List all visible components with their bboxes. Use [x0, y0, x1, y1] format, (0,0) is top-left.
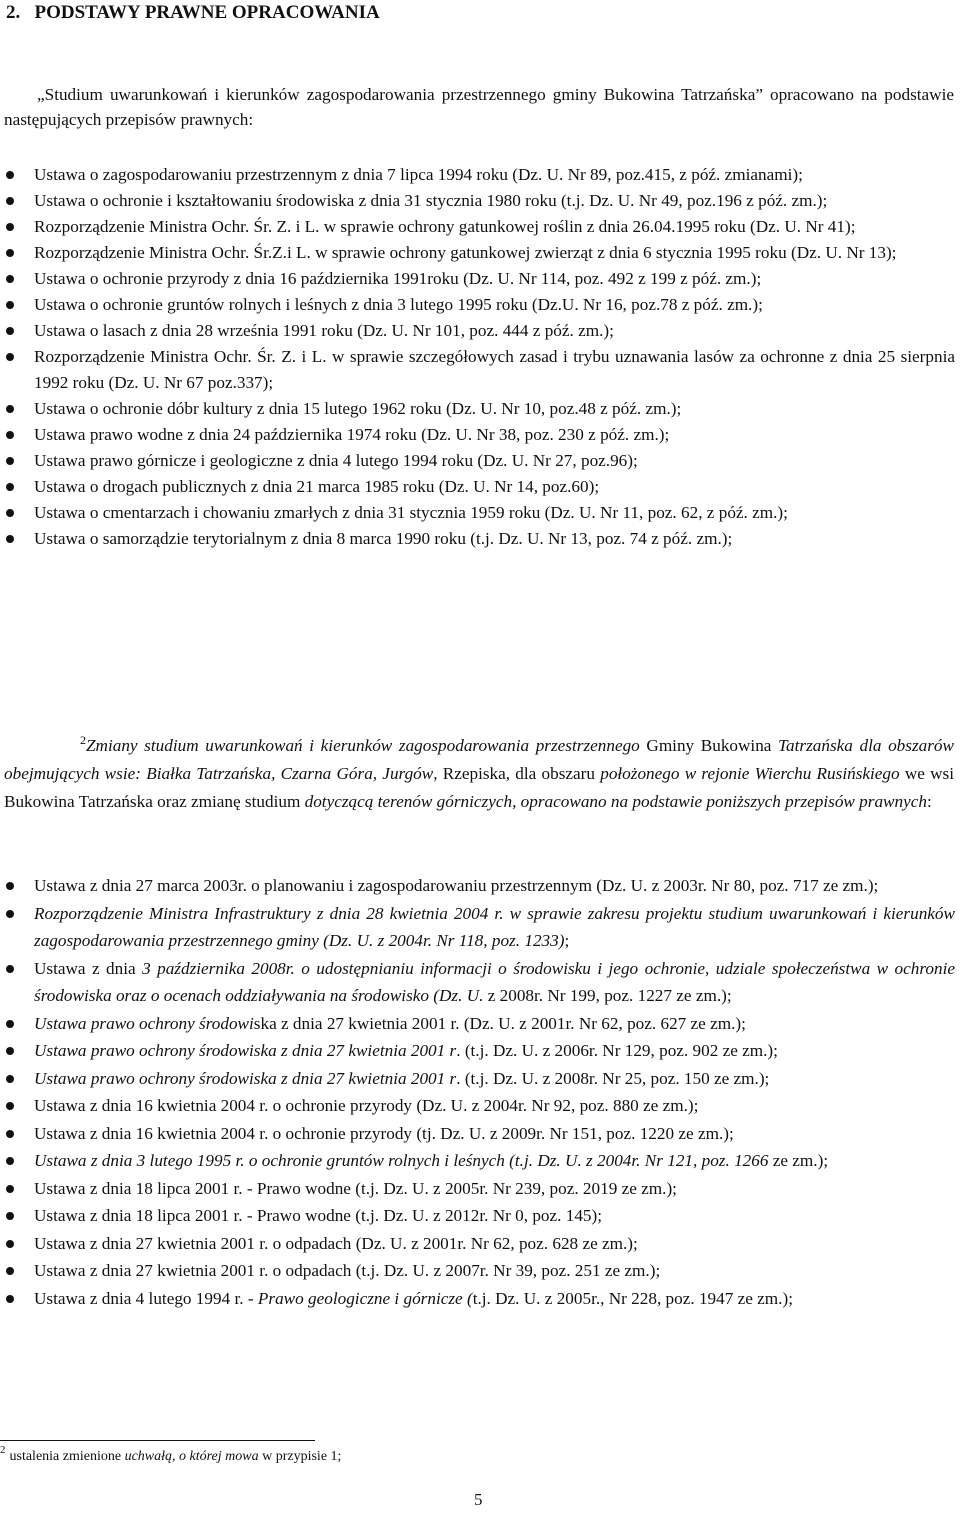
- list-item: [0, 344, 955, 396]
- section2-part2: Gminy Bukowina: [639, 736, 779, 755]
- bullet-icon: [6, 1130, 14, 1138]
- footnote-text2: uchwałą, o której mowa: [124, 1449, 259, 1464]
- list-item-text: Ustawa o ochronie dóbr kultury z dnia 15 lutego 1962 roku (Dz. U. Nr 10, poz.48 z póź. zm.);: [34, 399, 682, 418]
- list-item-text: Ustawa z dnia 16 kwietnia 2004 r. o ochronie przyrody (Dz. U. z 2004r. Nr 92, poz. 880 ze zm.);: [34, 1096, 699, 1115]
- bullet-icon: [6, 1185, 14, 1193]
- list-item: [0, 214, 955, 240]
- list-item-text: Ustawa z dnia 16 kwietnia 2004 r. o ochronie przyrody (tj. Dz. U. z 2009r. Nr 151, poz. 1220 ze zm.);: [34, 1123, 734, 1143]
- bullet-icon: [6, 457, 14, 465]
- list-item: [0, 1285, 955, 1313]
- list-item: [0, 900, 955, 955]
- list-item: [0, 526, 955, 552]
- bullet-icon: [6, 910, 14, 918]
- section-heading: 2. PODSTAWY PRAWNE OPRACOWANIA: [6, 2, 380, 23]
- bullet-icon: [6, 1240, 14, 1248]
- list-item: [0, 500, 955, 526]
- list-item: [0, 872, 955, 900]
- section2-part8: :: [926, 792, 932, 811]
- list-item: [0, 1092, 955, 1120]
- list-item: [0, 1065, 955, 1093]
- list-item-text: ska z dnia 27 kwietnia 2001 r. (Dz. U. z 2001r. Nr 62, poz. 627 ze zm.);: [253, 1013, 746, 1033]
- list-item-text: Rozporządzenie Ministra Ochr. Śr. Z. i L. w sprawie szczegółowych zasad i trybu uznawania lasów za ochronne z dnia 25 sierpnia 1992 roku (Dz. U. Nr 67 poz.337);: [34, 347, 955, 392]
- intro-paragraph: „Studium uwarunkowań i kierunków zagospodarowania przestrzennego gminy Bukowina Tatrzańska” opracowano na podstawie następujących przepisów prawnych:: [4, 85, 954, 129]
- list-item-text: Ustawa o lasach z dnia 28 września 1991 roku (Dz. U. Nr 101, poz. 444 z póź. zm.);: [34, 321, 614, 340]
- list-item-text: Ustawa prawo ochrony środowiska z dnia 27 kwietnia 2001 r: [34, 1068, 457, 1088]
- amendment-legal-basis-list: [0, 872, 955, 1312]
- list-item-text: 3 października 2008r. o udostępnianiu informacji o środowisku i jego ochronie, udziale społeczeństwa w ochronie środowiska oraz o ocenach oddziaływania na środowisko (Dz. U.: [34, 958, 955, 1005]
- list-item: [0, 448, 955, 474]
- list-item-text: Ustawa o cmentarzach i chowaniu zmarłych z dnia 31 stycznia 1959 roku (Dz. U. Nr 11, poz. 62, z póź. zm.);: [34, 503, 788, 522]
- list-item-text: Ustawa o ochronie przyrody z dnia 16 października 1991roku (Dz. U. Nr 114, poz. 492 z 199 z póź. zm.);: [34, 269, 762, 288]
- footnote-text1: ustalenia zmienione: [9, 1449, 125, 1464]
- list-item: [0, 162, 955, 188]
- list-item: [0, 474, 955, 500]
- section2-paragraph: [4, 732, 954, 816]
- list-item-text: Rozporządzenie Ministra Ochr. Śr. Z. i L. w sprawie ochrony gatunkowej roślin z dnia 26.04.1995 roku (Dz. U. Nr 41);: [34, 217, 856, 236]
- list-item: [0, 292, 955, 318]
- list-item: [0, 1120, 955, 1148]
- footnote: [0, 1446, 700, 1468]
- list-item: [0, 188, 955, 214]
- list-item-text: Ustawa z dnia 4 lutego 1994 r. -: [34, 1288, 258, 1308]
- list-item: [0, 1202, 955, 1230]
- list-item-text: Prawo geologiczne i górnicze (: [257, 1288, 473, 1308]
- bullet-icon: [6, 171, 14, 179]
- bullet-icon: [6, 1267, 14, 1275]
- section2-part5: położonego w rejonie Wierchu Rusińskiego: [600, 764, 900, 783]
- bullet-icon: [6, 405, 14, 413]
- list-item-text: Ustawa prawo górnicze i geologiczne z dnia 4 lutego 1994 roku (Dz. U. Nr 27, poz.96);: [34, 451, 638, 470]
- list-item-text: ze zm.);: [768, 1151, 829, 1170]
- list-item-text: t.j. Dz. U. z 2005r., Nr 228, poz. 1947 ze zm.);: [472, 1288, 793, 1308]
- bullet-icon: [6, 275, 14, 283]
- list-item: [0, 266, 955, 292]
- section2-part6: we wsi Bukowina Tatrzańska oraz zmianę studium: [4, 764, 954, 811]
- list-item: [0, 1147, 955, 1175]
- list-item-text: Ustawa z dnia 27 kwietnia 2001 r. o odpadach (Dz. U. z 2001r. Nr 62, poz. 628 ze zm.);: [34, 1233, 638, 1253]
- section2-part4: , Rzepiska, dla obszaru: [433, 764, 601, 783]
- list-item: [0, 422, 955, 448]
- list-item-text: Ustawa o zagospodarowaniu przestrzennym z dnia 7 lipca 1994 roku (Dz. U. Nr 89, poz.415, z póź. zmianami);: [34, 165, 803, 184]
- list-item-text: . (t.j. Dz. U. z 2008r. Nr 25, poz. 150 ze zm.);: [456, 1068, 770, 1088]
- bullet-icon: [6, 197, 14, 205]
- footnote-number: 2: [0, 1444, 6, 1456]
- bullet-icon: [6, 301, 14, 309]
- list-item-text: z 2008r. Nr 199, poz. 1227 ze zm.);: [483, 986, 732, 1005]
- list-item-text: Ustawa z dnia 18 lipca 2001 r. - Prawo wodne (t.j. Dz. U. z 2012r. Nr 0, poz. 145);: [34, 1206, 603, 1225]
- list-item-text: Ustawa z dnia: [34, 958, 143, 978]
- bullet-icon: [6, 249, 14, 257]
- list-item-text: Ustawa z dnia 27 marca 2003r. o planowaniu i zagospodarowaniu przestrzennym (Dz. U. z 2003r. Nr 80, poz. 717 ze zm.);: [34, 876, 879, 895]
- list-item-text: Ustawa prawo ochrony środowi: [34, 1013, 254, 1033]
- list-item-text: Ustawa z dnia 3 lutego 1995 r. o ochronie gruntów rolnych i leśnych (t.j. Dz. U. z 2004r. Nr 121, poz. 1266: [34, 1151, 769, 1170]
- bullet-icon: [6, 483, 14, 491]
- bullet-icon: [6, 1157, 14, 1165]
- legal-basis-list: [0, 162, 955, 552]
- list-item: [0, 1175, 955, 1203]
- list-item-text: Ustawa o ochronie gruntów rolnych i leśnych z dnia 3 lutego 1995 roku (Dz.U. Nr 16, poz.78 z póź. zm.);: [34, 295, 763, 314]
- bullet-icon: [6, 1212, 14, 1220]
- list-item: [0, 1010, 955, 1038]
- bullet-icon: [6, 1102, 14, 1110]
- section2-part1: Zmiany studium uwarunkowań i kierunków zagospodarowania przestrzennego: [86, 736, 640, 755]
- bullet-icon: [6, 965, 14, 973]
- list-item: [0, 396, 955, 422]
- bullet-icon: [6, 431, 14, 439]
- list-item-text: Ustawa z dnia 27 kwietnia 2001 r. o odpadach (t.j. Dz. U. z 2007r. Nr 39, poz. 251 ze zm.);: [34, 1261, 661, 1280]
- bullet-icon: [6, 882, 14, 890]
- section2-part7: dotyczącą terenów górniczych, opracowano na podstawie poniższych przepisów prawnych: [304, 792, 927, 811]
- bullet-icon: [6, 353, 14, 361]
- list-item: [0, 1230, 955, 1258]
- list-item-text: Ustawa o samorządzie terytorialnym z dnia 8 marca 1990 roku (t.j. Dz. U. Nr 13, poz. 74 z póź. zm.);: [34, 529, 733, 548]
- bullet-icon: [6, 1295, 14, 1303]
- bullet-icon: [6, 327, 14, 335]
- section2-part3: Tatrzańska dla obszarów obejmujących wsie: Białka Tatrzańska, Czarna Góra, Jurgów: [4, 736, 954, 783]
- list-item-text: Rozporządzenie Ministra Ochr. Śr.Z.i L. w sprawie ochrony gatunkowej zwierząt z dnia 6 stycznia 1995 roku (Dz. U. Nr 13);: [34, 243, 897, 262]
- list-item-text: Ustawa o drogach publicznych z dnia 21 marca 1985 roku (Dz. U. Nr 14, poz.60);: [34, 477, 600, 496]
- list-item-text: Ustawa z dnia 18 lipca 2001 r. - Prawo wodne (t.j. Dz. U. z 2005r. Nr 239, poz. 2019 ze zm.);: [34, 1178, 677, 1198]
- list-item-text: ;: [564, 931, 570, 950]
- list-item: [0, 1037, 955, 1065]
- list-item-text: Ustawa prawo wodne z dnia 24 października 1974 roku (Dz. U. Nr 38, poz. 230 z póź. zm.);: [34, 425, 670, 444]
- bullet-icon: [6, 535, 14, 543]
- list-item: [0, 1257, 955, 1285]
- bullet-icon: [6, 1047, 14, 1055]
- footnote-separator: [0, 1440, 315, 1441]
- bullet-icon: [6, 509, 14, 517]
- list-item: [0, 318, 955, 344]
- bullet-icon: [6, 1075, 14, 1083]
- list-item-text: Rozporządzenie Ministra Infrastruktury z dnia 28 kwietnia 2004 r. w sprawie zakresu projektu studium uwarunkowań i kierunków zagospodarowania przestrzennego gminy (Dz. U. z 2004r. Nr 118, poz. 1233): [34, 903, 955, 950]
- list-item-text: Ustawa prawo ochrony środowiska z dnia 27 kwietnia 2001 r: [34, 1041, 457, 1060]
- list-item-text: Ustawa o ochronie i kształtowaniu środowiska z dnia 31 stycznia 1980 roku (t.j. Dz. U. Nr 49, poz.196 z póź. zm.);: [34, 191, 828, 210]
- list-item: [0, 955, 955, 1010]
- list-item: [0, 240, 955, 266]
- bullet-icon: [6, 223, 14, 231]
- bullet-icon: [6, 1020, 14, 1028]
- footnote-text3: w przypisie 1;: [258, 1449, 342, 1464]
- list-item-text: . (t.j. Dz. U. z 2006r. Nr 129, poz. 902 ze zm.);: [456, 1041, 778, 1060]
- page-number: 5: [474, 1490, 483, 1509]
- footnote-mark: 2: [80, 733, 86, 747]
